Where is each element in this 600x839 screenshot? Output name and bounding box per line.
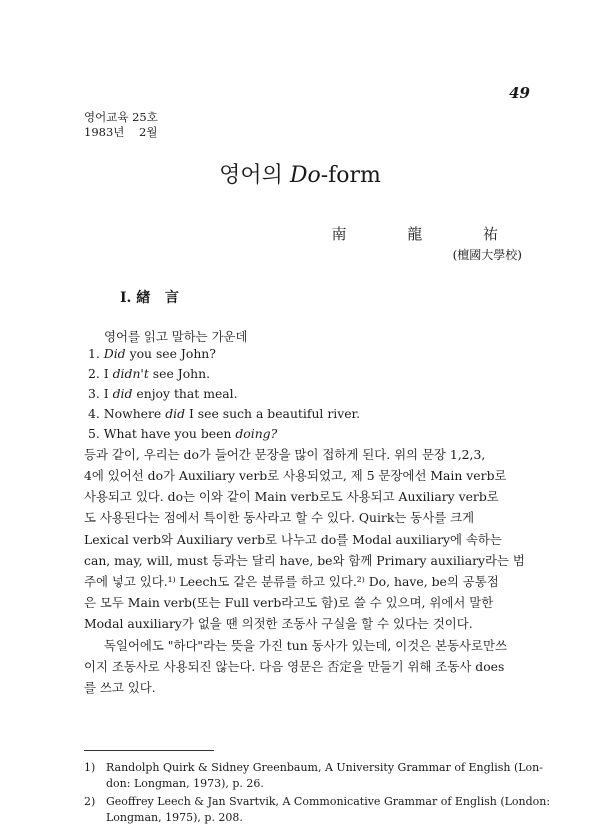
paragraph-line: 등과 같이, 우리는 do가 들어간 문장을 많이 접하게 된다. 위의 문장 1,2,3, [84, 447, 486, 462]
footnote-line: don: Longman, 1973), p. 26. [106, 777, 264, 790]
paragraph-line: Lexical verb와 Auxiliary verb로 나누고 do를 Modal auxiliary에 속하는 [84, 532, 502, 547]
paragraph-line: 이지 조동사로 사용되진 않는다. 다음 영문은 否定을 만들기 위해 조동사 does [84, 659, 505, 674]
example-item: 5. What have you been doing? [88, 426, 278, 441]
journal-issue: 영어교육 25호 [84, 110, 158, 124]
title-suffix: -form [320, 163, 381, 188]
footnote-number: 1) [84, 761, 96, 774]
author-name: 南 龍 祐 [331, 225, 526, 243]
title-italic: Do [289, 163, 321, 188]
paragraph-line: 은 모두 Main verb(또는 Full verb라고도 함)로 쓸 수 있으며, 위에서 말한 [84, 595, 494, 610]
paragraph-line: can, may, will, must 등과는 달리 have, be와 함께 Primary auxiliary라는 범 [84, 553, 525, 568]
paragraph-line: 독일어에도 "하다"라는 뜻을 가진 tun 동사가 있는데, 이것은 본동사로만쓰 [104, 638, 507, 653]
journal-date: 1983년 2월 [84, 125, 158, 139]
intro-line: 영어를 읽고 말하는 가운데 [104, 329, 248, 344]
footnotes [84, 0, 551, 839]
footnote-number: 2) [84, 795, 96, 808]
example-item: 2. I didn't see John. [88, 366, 211, 381]
page-number: 49 [509, 84, 530, 102]
paragraph-line: Modal auxiliary가 없을 땐 의젓한 조동사 구실을 할 수 있다는 것이다. [84, 616, 473, 631]
title-prefix: 영어의 [219, 163, 290, 188]
example-item: 3. I did enjoy that meal. [88, 386, 238, 401]
paragraph-line: 주에 넣고 있다.¹⁾ Leech도 같은 분류를 하고 있다.²⁾ Do, have, be의 공통점 [84, 574, 499, 589]
footnote-line: Longman, 1975), p. 208. [106, 811, 243, 824]
example-item: 4. Nowhere did I see such a beautiful river. [88, 406, 361, 421]
footnote-line: Geoffrey Leech & Jan Svartvik, A Commonicative Grammar of English (London: [106, 795, 551, 808]
paragraph-line: 사용되고 있다. do는 이와 같이 Main verb로도 사용되고 Auxiliary verb로 [84, 489, 499, 504]
example-item: 1. Did you see John? [88, 346, 216, 361]
paragraph-line: 4에 있어선 do가 Auxiliary verb로 사용되었고, 제 5 문장에선 Main verb로 [84, 468, 507, 483]
paragraph-line: 도 사용된다는 점에서 특이한 동사라고 할 수 있다. Quirk는 동사를 크게 [84, 510, 475, 525]
section-heading: I. 緖 言 [120, 290, 179, 306]
author-affiliation: (檀國大學校) [452, 248, 522, 262]
footnote-line: Randolph Quirk & Sidney Greenbaum, A University Grammar of English (Lon- [106, 761, 543, 774]
paragraph-line: 를 쓰고 있다. [84, 680, 156, 695]
